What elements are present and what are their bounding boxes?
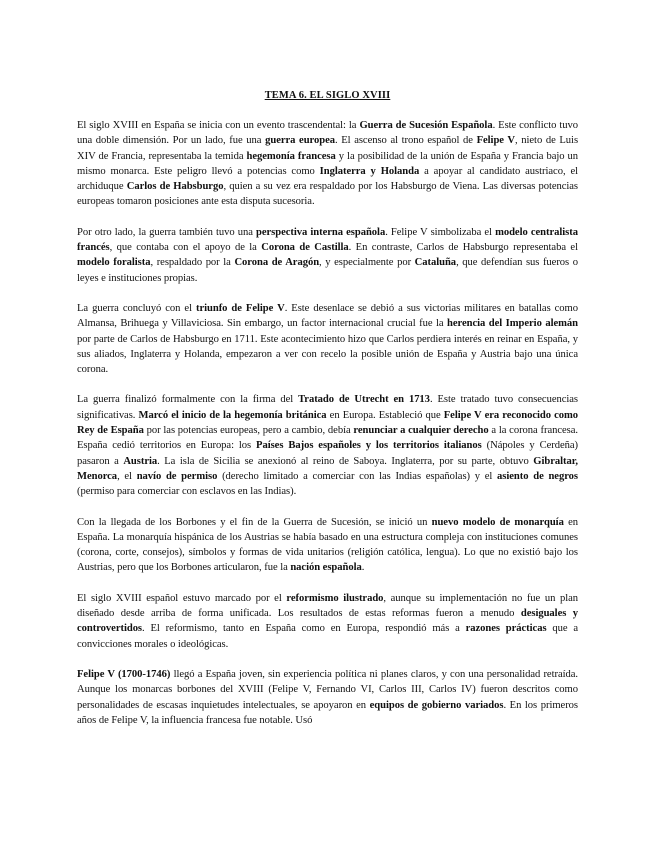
text-run: por las potencias europeas, pero a cambio, debía (143, 425, 354, 437)
text-run: . El ascenso al trono español de (335, 135, 477, 147)
paragraph-2 (77, 225, 578, 286)
text-run: llegó a España joven, sin experiencia política ni planes claros, y con una personalidad retraída. Aunque los monarcas borbones del XVIII (Felipe V, Fernando VI, Carlos III, Carlos IV) fueron descritos como personalidades de escasas inquietudes intelectuales, se apoyaron en (77, 668, 578, 711)
text-run: a apoyar al candidato austriaco, el archiduque (77, 165, 578, 193)
bold-text: razones prácticas (465, 623, 547, 635)
bold-text: perspectiva interna española (256, 226, 386, 238)
bold-text: triunfo de Felipe V (195, 302, 285, 314)
text-run: , el (117, 470, 137, 482)
bold-text: hegemonía francesa (246, 150, 336, 162)
text-run: , quien a su vez era respaldado por los Habsburgo de Viena. Las diversas potencias europeas tomaron posiciones ante esta disputa sucesoria. (77, 181, 579, 208)
text-run: , que contaba con el apoyo de la (109, 242, 262, 254)
text-run: . Este desenlace se debió a sus victorias militares en batallas como Almansa, Brihuega y Villaviciosa. Sin embargo, un factor internacional crucial fue la (77, 302, 578, 330)
text-run: Por otro lado, la guerra también tuvo una (77, 226, 257, 238)
text-run: . En los primeros años de Felipe V, la influencia francesa fue notable. Usó (77, 699, 578, 726)
bold-text: Gibraltar, Menorca (77, 455, 579, 482)
bold-text: Corona de Castilla (261, 242, 349, 254)
bold-text: nuevo modelo de monarquía (431, 516, 564, 528)
bold-text: Felipe V era reconocido como Rey de España (77, 409, 579, 437)
bold-text: Guerra de Sucesión Española (359, 120, 493, 131)
text-run: (derecho limitado a comerciar con las Indias españolas) y el (217, 470, 498, 482)
bold-text: Corona de Aragón (234, 257, 320, 269)
text-run: El siglo XVIII en España se inicia con un evento trascendental: la (77, 120, 360, 131)
bold-text: modelo centralista francés (77, 226, 578, 254)
text-run: , y especialmente por (319, 257, 415, 269)
bold-text: Carlos de Habsburgo (126, 181, 224, 193)
text-run: . En contraste, Carlos de Habsburgo representaba el (348, 242, 578, 254)
paragraph-6 (77, 591, 578, 652)
text-run: La guerra concluyó con el (77, 302, 196, 314)
text-run: . La isla de Sicilia se anexionó al reino de Saboya. Inglaterra, por su parte, obtuvo (157, 455, 534, 467)
paragraph-1 (77, 118, 578, 210)
text-run: y la posibilidad de la unión de España y Francia bajo un mismo monarca. Este peligro llevó a potencias como (77, 150, 578, 177)
bold-text: Países Bajos españoles y los territorios italianos (256, 440, 482, 452)
text-run: , aunque su implementación no fue un plan diseñado desde arriba de forma unificada. Los resultados de estas reformas fueron a menudo (77, 592, 578, 620)
bold-text: desiguales y controvertidos (77, 608, 578, 635)
text-run: (Nápoles y Cerdeña) pasaron a (77, 440, 578, 467)
bold-text: Inglaterra y Holanda (319, 165, 420, 177)
bold-text: reformismo ilustrado (286, 592, 384, 604)
text-run: El siglo XVIII español estuvo marcado por el (77, 592, 287, 604)
paragraph-3 (77, 301, 578, 377)
bold-text: navío de permiso (136, 470, 218, 482)
text-run: . El reformismo, tanto en España como en Europa, respondió más a (142, 623, 466, 635)
bold-text: guerra europea (265, 135, 335, 147)
text-run: . Este conflicto tuvo una doble dimensión. Por un lado, fue una (77, 120, 578, 147)
bold-text: Felipe V (1700-1746) (77, 668, 171, 680)
paragraph-7 (77, 667, 578, 728)
bold-text: Austria (123, 455, 158, 467)
bold-text: herencia del Imperio alemán (447, 318, 578, 330)
bold-text: equipos de gobierno variados (369, 699, 504, 711)
text-run: que a convicciones morales o ideológicas. (77, 623, 578, 650)
bold-text: nación española (290, 562, 362, 574)
document-title: TEMA 6. EL SIGLO XVIII (264, 90, 391, 101)
bold-text: Felipe V (476, 135, 516, 147)
bold-text: Tratado de Utrecht en 1713 (298, 394, 430, 406)
bold-text: asiento de negros (497, 470, 578, 482)
document-body (77, 118, 578, 728)
paragraph-5 (77, 515, 578, 576)
text-run: , nieto de Luis XIV de Francia, representaba la temida (77, 135, 579, 162)
bold-text: Marcó el inicio de la hegemonía británica (138, 409, 327, 421)
text-run: , respaldado por la (150, 257, 235, 269)
text-run: . Este tratado tuvo consecuencias significativas. (77, 394, 578, 421)
text-run: en Europa. Estableció que (326, 409, 444, 421)
text-run: . Felipe V simbolizaba el (385, 226, 496, 238)
bold-text: Cataluña (414, 257, 457, 269)
text-run: . (361, 562, 365, 574)
text-run: a la corona francesa. España cedió territorios en Europa: los (77, 425, 578, 452)
text-run: por parte de Carlos de Habsburgo en 1711. Este acontecimiento hizo que Carlos perdiera interés en reinar en España, y sus aliados, Inglaterra y Holanda, empezaron a ver con recelo la posible unión de España y Austria bajo una única corona. (77, 333, 578, 376)
text-run: La guerra finalizó formalmente con la firma del (77, 394, 299, 406)
text-run: (permiso para comerciar con esclavos en las Indias). (77, 486, 297, 498)
paragraph-4 (77, 392, 578, 499)
bold-text: renunciar a cualquier derecho (353, 425, 489, 437)
text-run: , que defendían sus fueros o leyes e instituciones propias. (77, 257, 578, 284)
text-run: en España. La monarquía hispánica de los Austrias se había basado en una estructura compleja con instituciones comunes (corona, corte, consejos), símbolos y formas de vida unitarios (religión católica, lengua). Lo que no existió bajo los Austrias, pero que los Borbones articularon, fue la (77, 516, 579, 574)
bold-text: modelo foralista (77, 257, 151, 269)
text-run: Con la llegada de los Borbones y el fin de la Guerra de Sucesión, se inició un (77, 516, 432, 528)
